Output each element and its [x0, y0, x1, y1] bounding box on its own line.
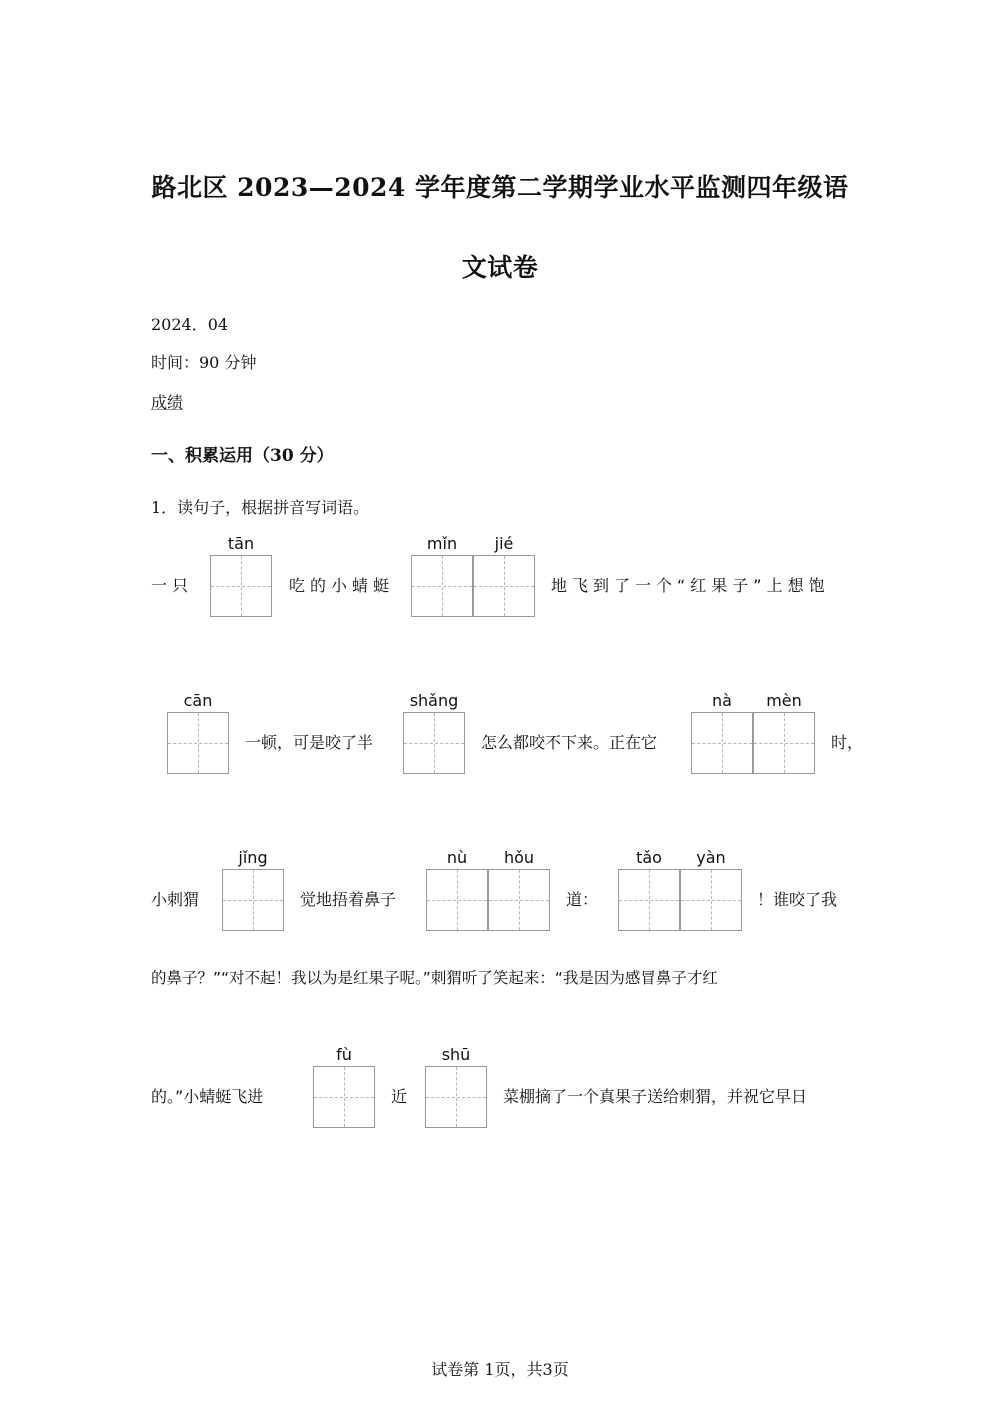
pinyin-label: tǎo [636, 848, 662, 867]
writing-grid-box[interactable] [753, 712, 815, 774]
pinyin-label: mǐn [426, 534, 458, 553]
sentence-text: 觉地捂着鼻子 [300, 890, 397, 909]
section-1-heading: 一、积累运用（30 分） [151, 446, 334, 466]
sentence-text: 的鼻子？”“对不起！我以为是红果子呢。”刺猬听了笑起来：“我是因为感冒鼻子才红 [151, 969, 718, 987]
writing-grid-box[interactable] [680, 869, 742, 931]
sentence-text: 一只 [151, 576, 194, 595]
writing-grid-box[interactable] [313, 1066, 375, 1128]
writing-grid-box[interactable] [473, 555, 535, 617]
writing-grid-box[interactable] [488, 869, 550, 931]
sentence-text: 道： [566, 890, 599, 909]
pinyin-label: jǐng [238, 848, 268, 867]
score-label: 成绩 [151, 393, 184, 412]
page-footer: 试卷第 1页，共3页 [431, 1360, 569, 1379]
writing-grid-box[interactable] [210, 555, 272, 617]
pinyin-label: shū [441, 1045, 471, 1064]
sentence-line-4 [151, 966, 851, 988]
sentence-text: 时， [831, 733, 864, 752]
sentence-text: 地飞到了一个“红果子”上想饱 [551, 576, 830, 595]
pinyin-label: fù [336, 1045, 352, 1064]
pinyin-label: nà [712, 691, 732, 710]
sentence-text: 近 [391, 1087, 408, 1106]
writing-grid-box[interactable] [618, 869, 680, 931]
pinyin-label: nù [446, 848, 468, 867]
exam-time: 时间：90 分钟 [151, 353, 257, 372]
sentence-text: 吃的小蜻蜓 [289, 576, 395, 595]
sentence-line-3 [151, 844, 851, 954]
sentence-text: 怎么都咬不下来。正在它 [481, 733, 658, 752]
writing-grid-box[interactable] [425, 1066, 487, 1128]
sentence-text: 的。”小蜻蜓飞进 [151, 1087, 264, 1106]
writing-grid-box[interactable] [691, 712, 753, 774]
pinyin-label: mèn [766, 691, 802, 710]
pinyin-label: tān [227, 534, 255, 553]
exam-title-line-2: 文试卷 [461, 253, 539, 282]
writing-grid-box[interactable] [426, 869, 488, 931]
pinyin-label: shǎng [409, 691, 459, 710]
pinyin-label: hǒu [503, 848, 535, 867]
sentence-text: 一顿，可是咬了半 [245, 733, 374, 752]
pinyin-label: cān [183, 691, 213, 710]
exam-date: 2024．04 [151, 315, 229, 334]
pinyin-label: yàn [696, 848, 726, 867]
writing-grid-box[interactable] [167, 712, 229, 774]
sentence-line-2 [151, 687, 864, 797]
sentence-text: ！谁咬了我 [757, 890, 838, 909]
sentence-line-5 [151, 1041, 851, 1151]
question-1-prompt: 1．读句子，根据拼音写词语。 [151, 498, 370, 517]
sentence-text: 小刺猬 [151, 890, 200, 909]
sentence-line-1 [151, 530, 851, 640]
writing-grid-box[interactable] [411, 555, 473, 617]
exam-title-line-1: 路北区 2023—2024 学年度第二学期学业水平监测四年级语 [151, 173, 849, 202]
pinyin-label: jié [494, 534, 514, 553]
sentence-text: 菜棚摘了一个真果子送给刺猬，并祝它早日 [503, 1087, 808, 1106]
writing-grid-box[interactable] [403, 712, 465, 774]
writing-grid-box[interactable] [222, 869, 284, 931]
